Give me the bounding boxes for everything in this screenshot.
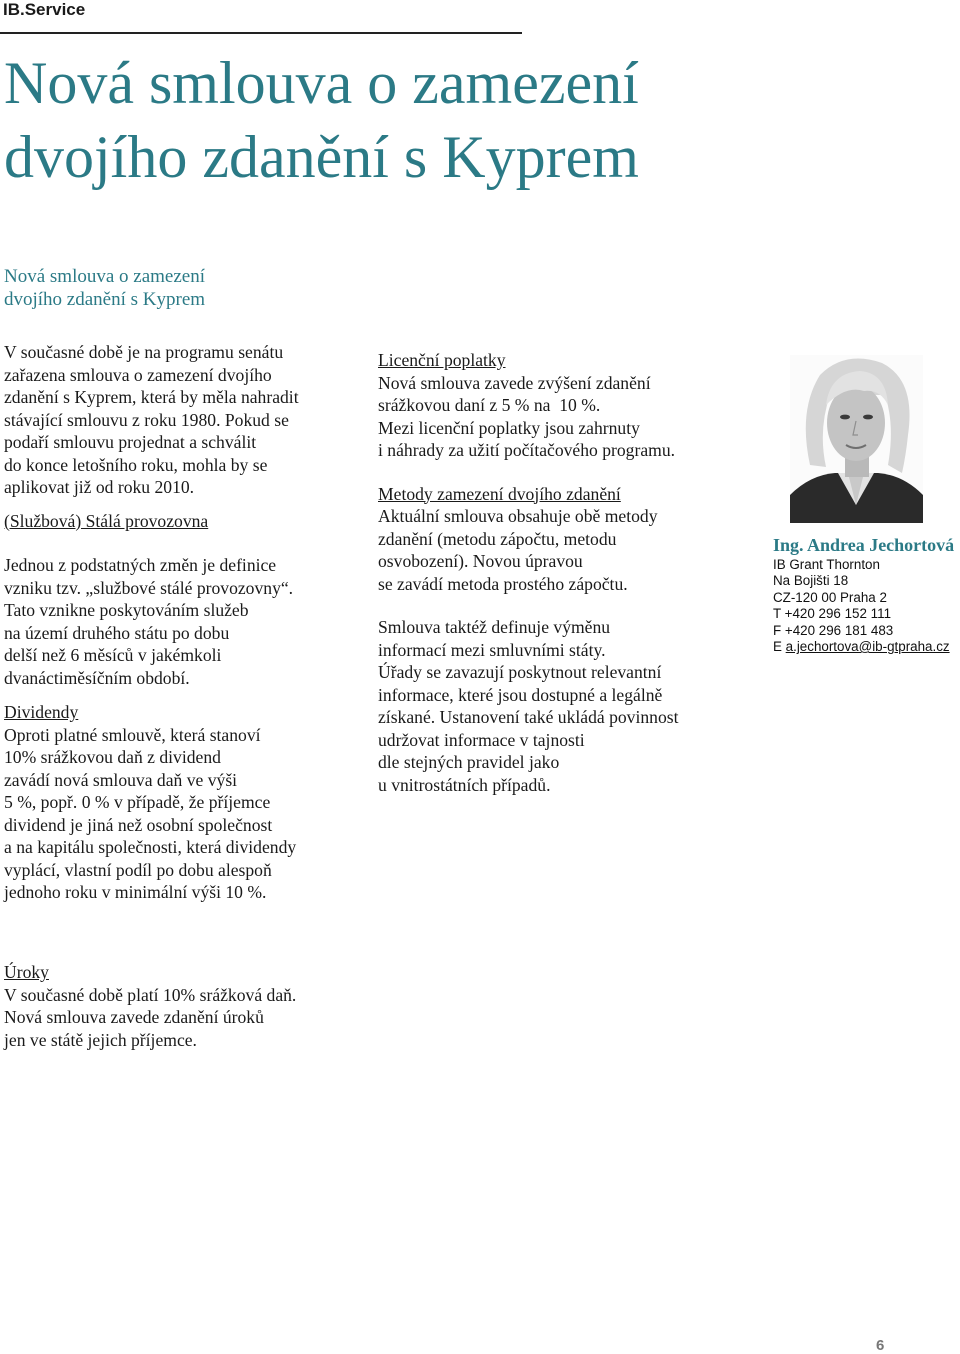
text-line: zdanění (metodu zápočtu, metodu (378, 528, 617, 549)
text-line: jen ve státě jejich příjemce. (4, 1029, 197, 1050)
royalties-heading: Licenční poplatky (378, 350, 506, 370)
text-line: V současné době je na programu senátu (4, 342, 284, 362)
text-line: 5 %, popř. 0 % v případě, že příjemce (4, 792, 271, 812)
dividends-heading: Dividendy (4, 702, 79, 722)
text-line: Oproti platné smlouvě, která stanoví (4, 724, 261, 745)
text-line: Nová smlouva zavede zvýšení zdanění (378, 372, 651, 393)
page-title-line-2: dvojího zdanění s Kyprem (4, 124, 639, 190)
text-line: delší než 6 měsíců v jakémkoli (4, 645, 222, 665)
methods-paragraph (378, 505, 723, 595)
text-line: informací mezi smluvními státy. (378, 639, 606, 660)
text-line: osvobození). Novou úpravou (378, 551, 583, 571)
header-divider (0, 32, 522, 34)
contact-street: Na Bojišti 18 (773, 573, 849, 589)
text-line: zdanění s Kyprem, která by měla nahradit (4, 387, 299, 407)
brand-label: IB.Service (3, 0, 86, 19)
interest-section (4, 961, 349, 1051)
royalties-paragraph (378, 372, 723, 462)
contact-email-row (773, 639, 960, 655)
text-line: informace, které jsou dostupné a legálně (378, 684, 663, 705)
text-line: Aktuální smlouva obsahuje obě metody (378, 506, 658, 526)
text-line: na území druhého státu po dobu (4, 622, 230, 643)
page-number: 6 (876, 1337, 885, 1354)
email-prefix: E (773, 639, 786, 655)
intro-paragraph (4, 341, 349, 499)
text-line: udržovat informace v tajnosti (378, 729, 585, 750)
text-line: Smlouva taktéž definuje výměnu (378, 617, 611, 637)
contact-fax: F +420 296 181 483 (773, 622, 894, 638)
text-line: V současné době platí 10% srážková daň. (4, 984, 297, 1005)
text-line: vzniku tzv. „službové stálé provozovny“. (4, 577, 294, 598)
article-subtitle (4, 265, 334, 311)
text-line: jednoho roku v minimální výši 10 %. (4, 882, 267, 902)
article-subtitle-line-2: dvojího zdanění s Kyprem (4, 289, 206, 310)
text-line: se zavádí metoda prostého zápočtu. (378, 573, 628, 594)
text-line: podaří smlouvu projednat a schválit (4, 432, 257, 452)
text-line: aplikovat již od roku 2010. (4, 477, 195, 497)
text-line: Nová smlouva zavede zdanění úroků (4, 1007, 264, 1027)
middle-column (378, 349, 723, 796)
text-line: dvanáctiměsíčním období. (4, 667, 190, 688)
text-line: získané. Ustanovení také ukládá povinnost (378, 707, 679, 727)
contact-photo (790, 355, 923, 523)
contact-phone: T +420 296 152 111 (773, 606, 892, 622)
left-column (4, 341, 349, 904)
email-link[interactable]: a.jechortova@ib-gtpraha.cz (785, 639, 950, 655)
text-line: 10% srážkovou daň z dividend (4, 747, 221, 767)
contact-city: CZ-120 00 Praha 2 (773, 589, 887, 605)
text-line: a na kapitálu společnosti, která dividendy (4, 837, 297, 857)
text-line: zavádí nová smlouva daň ve výši (4, 769, 238, 790)
contact-company: IB Grant Thornton (773, 557, 880, 572)
text-line: Úřady se zavazují poskytnout relevantní (378, 662, 662, 682)
text-line: vyplácí, vlastní podíl po dobu alespoň (4, 859, 272, 880)
text-line: dividend je jiná než osobní společnost (4, 814, 273, 835)
page-title (4, 46, 764, 194)
contact-name: Ing. Andrea Jechortová (773, 535, 955, 555)
text-line: zařazena smlouva o zamezení dvojího (4, 364, 272, 385)
dividends-paragraph (4, 724, 349, 904)
contact-details (773, 557, 960, 655)
methods-heading: Metody zamezení dvojího zdanění (378, 483, 621, 504)
text-line: Mezi licenční poplatky jsou zahrnuty (378, 417, 640, 438)
article-subtitle-line-1: Nová smlouva o zamezení (4, 266, 206, 287)
text-line: dle stejných pravidel jako (378, 752, 560, 772)
permanent-establishment-paragraph (4, 554, 349, 689)
page-title-line-1: Nová smlouva o zamezení (4, 50, 639, 116)
permanent-establishment-heading: (Službová) Stálá provozovna (4, 510, 209, 531)
text-line: Tato vznikne poskytováním služeb (4, 600, 249, 620)
interest-paragraph (4, 984, 349, 1052)
text-line: i náhrady za užití počítačového programu. (378, 440, 676, 460)
text-line: Jednou z podstatných změn je definice (4, 555, 277, 575)
interest-heading: Úroky (4, 962, 49, 982)
text-line: do konce letošního roku, mohla by se (4, 454, 268, 475)
text-line: u vnitrostátních případů. (378, 774, 551, 795)
information-exchange-paragraph (378, 616, 723, 796)
text-line: stávající smlouvu z roku 1980. Pokud se (4, 409, 289, 430)
text-line: srážkovou daní z 5 % na 10 %. (378, 395, 601, 415)
